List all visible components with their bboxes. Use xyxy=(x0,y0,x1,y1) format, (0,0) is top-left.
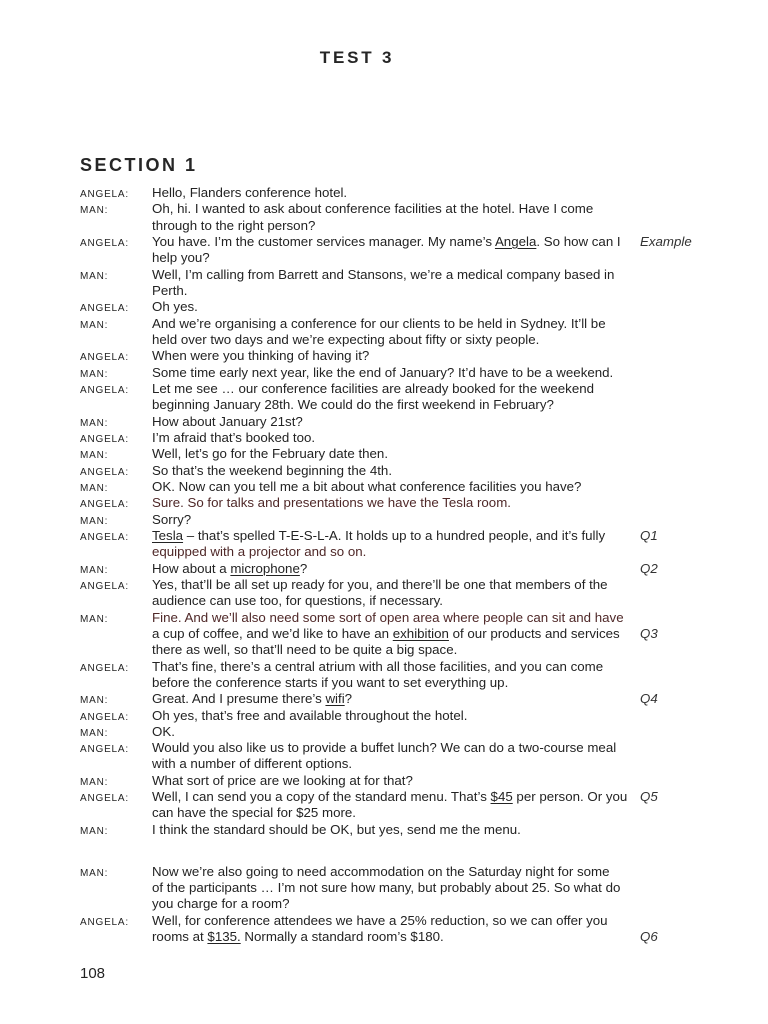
question-marker: Q6 xyxy=(640,929,658,945)
transcript-line xyxy=(80,250,700,266)
text-segment: Well, I’m calling from Barrett and Stansons, we’re a medical company based in xyxy=(152,266,615,282)
underlined-answer: $135. xyxy=(207,929,241,945)
transcript-line xyxy=(80,577,700,593)
text-segment: equipped with a projector and so on. xyxy=(152,544,367,560)
dialogue-turn xyxy=(80,316,700,349)
transcript-line xyxy=(80,201,700,217)
line-text xyxy=(152,756,352,771)
transcript-line xyxy=(80,283,700,299)
dialogue-turn xyxy=(80,201,700,234)
speaker-label: ANGELA: xyxy=(80,352,129,364)
line-text xyxy=(152,593,443,608)
line-text xyxy=(152,446,388,461)
transcript-line xyxy=(80,446,700,462)
line-text xyxy=(152,185,347,200)
question-marker: Example xyxy=(640,233,692,249)
speaker-label: MAN: xyxy=(80,450,109,462)
transcript-line xyxy=(80,659,700,675)
speaker-label: ANGELA: xyxy=(80,793,129,805)
text-segment: How about January 21st? xyxy=(152,413,303,429)
transcript-line xyxy=(80,724,700,740)
speaker-label: ANGELA: xyxy=(80,384,129,396)
text-segment: Oh, hi. I wanted to ask about conference facilities at the hotel. Have I come xyxy=(152,201,594,217)
underlined-answer: microphone xyxy=(230,560,300,576)
speaker-label: MAN: xyxy=(80,205,109,217)
text-segment: Yes, that’ll be all set up ready for you, and there’ll be one that members of the xyxy=(152,576,608,592)
transcript xyxy=(80,185,700,945)
line-text xyxy=(152,740,616,755)
line-text xyxy=(152,880,620,895)
line-text xyxy=(152,250,210,265)
speaker-label: MAN: xyxy=(80,727,109,739)
speaker-label: ANGELA: xyxy=(80,711,129,723)
line-text xyxy=(152,414,303,429)
speaker-label: MAN: xyxy=(80,368,109,380)
transcript-line xyxy=(80,675,700,691)
dialogue-turn xyxy=(80,185,700,201)
text-segment: What sort of price are we looking at for that? xyxy=(152,772,413,788)
line-text xyxy=(152,463,392,478)
transcript-line xyxy=(80,267,700,283)
page-number: 108 xyxy=(80,965,106,982)
line-text xyxy=(152,561,307,576)
text-segment: How about a xyxy=(152,560,231,576)
transcript-line xyxy=(80,773,700,789)
dialogue-turn xyxy=(80,789,700,822)
dialogue-turn xyxy=(80,463,700,479)
line-text xyxy=(152,218,315,233)
line-text xyxy=(152,332,539,347)
section-heading: SECTION 1 xyxy=(80,155,198,175)
line-text xyxy=(152,365,613,380)
text-segment: Would you also like us to provide a buffet lunch? We can do a two-course meal xyxy=(152,740,617,756)
line-text xyxy=(152,708,467,723)
line-text xyxy=(152,896,289,911)
text-segment: held over two days and we’re expecting about fifty or sixty people. xyxy=(152,331,540,347)
dialogue-turn xyxy=(80,913,700,946)
transcript-line xyxy=(80,805,700,821)
question-marker: Q5 xyxy=(640,789,658,805)
line-text xyxy=(152,659,603,674)
text-segment: I think the standard should be OK, but yes, send me the menu. xyxy=(152,821,521,837)
transcript-line xyxy=(80,430,700,446)
line-text xyxy=(152,913,608,928)
text-segment: OK. xyxy=(152,723,175,739)
line-text xyxy=(152,397,554,412)
line-text xyxy=(152,283,187,298)
dialogue-turn xyxy=(80,577,700,610)
dialogue-turn xyxy=(80,430,700,446)
text-segment: Normally a standard room’s $180. xyxy=(240,929,444,945)
text-segment: When were you thinking of having it? xyxy=(152,348,370,364)
text-segment: Oh yes, that’s free and available throughout the hotel. xyxy=(152,707,468,723)
transcript-line xyxy=(80,185,700,201)
text-segment: Some time early next year, like the end of January? It’d have to be a weekend. xyxy=(152,364,614,380)
text-segment: Well, for conference attendees we have a 25% reduction, so we can offer you xyxy=(152,912,608,928)
speaker-label: MAN: xyxy=(80,515,109,527)
text-segment: Sure. So for talks and presentations we have the Tesla room. xyxy=(152,495,511,511)
transcript-line xyxy=(80,642,700,658)
line-text xyxy=(152,789,627,804)
question-marker: Q2 xyxy=(640,560,658,576)
transcript-line xyxy=(80,789,700,805)
text-segment: Oh yes. xyxy=(152,299,198,315)
test-title: TEST 3 xyxy=(319,48,395,67)
text-segment: per person. Or you xyxy=(512,789,628,805)
dialogue-turn xyxy=(80,414,700,430)
transcript-line xyxy=(80,864,700,880)
text-segment: You have. I’m the customer services manager. My name’s xyxy=(152,233,495,249)
line-text xyxy=(152,610,624,625)
speaker-label: ANGELA: xyxy=(80,189,129,200)
line-text xyxy=(152,528,605,543)
underlined-answer: Angela xyxy=(494,233,537,249)
text-segment: Perth. xyxy=(152,282,188,298)
speaker-label: MAN: xyxy=(80,417,109,429)
question-marker: Q1 xyxy=(640,527,658,543)
dialogue-turn xyxy=(80,724,700,740)
speaker-label: ANGELA: xyxy=(80,580,129,592)
text-segment: Well, let’s go for the February date then. xyxy=(152,446,389,462)
text-segment: So that’s the weekend beginning the 4th. xyxy=(152,462,393,478)
dialogue-turn xyxy=(80,659,700,692)
transcript-line xyxy=(80,463,700,479)
dialogue-turn xyxy=(80,479,700,495)
transcript-line xyxy=(80,332,700,348)
transcript-line xyxy=(80,593,700,609)
dialogue-turn xyxy=(80,381,700,414)
line-text xyxy=(152,316,606,331)
text-segment: help you? xyxy=(152,250,210,266)
text-segment: a cup of coffee, and we’d like to have an xyxy=(152,625,393,641)
transcript-line xyxy=(80,218,700,234)
underlined-answer: wifi xyxy=(325,691,345,707)
speaker-label: MAN: xyxy=(80,564,109,576)
line-text xyxy=(152,822,521,837)
line-text xyxy=(152,805,356,820)
line-text xyxy=(152,544,366,559)
speaker-label: ANGELA: xyxy=(80,433,129,445)
text-segment: . So how can I xyxy=(536,233,621,249)
transcript-line xyxy=(80,626,700,642)
dialogue-turn xyxy=(80,348,700,364)
dialogue-turn xyxy=(80,267,700,300)
transcript-line xyxy=(80,414,700,430)
text-segment: beginning January 28th. We could do the first weekend in February? xyxy=(152,397,554,413)
line-text xyxy=(152,234,621,249)
text-segment: can have the special for $25 more. xyxy=(152,805,357,821)
text-segment: Let me see … our conference facilities are already booked for the weekend xyxy=(152,380,595,396)
transcript-line xyxy=(80,756,700,772)
transcript-line xyxy=(80,512,700,528)
text-segment: Hello, Flanders conference hotel. xyxy=(152,185,348,200)
line-text xyxy=(152,267,614,282)
text-segment: ? xyxy=(344,691,353,707)
text-segment: And we’re organising a conference for our clients to be held in Sydney. It’ll be xyxy=(152,315,606,331)
line-text xyxy=(152,864,610,879)
line-text xyxy=(152,479,581,494)
line-text xyxy=(152,675,508,690)
transcript-line xyxy=(80,348,700,364)
transcript-line xyxy=(80,495,700,511)
text-segment: ? xyxy=(299,560,308,576)
dialogue-turn xyxy=(80,299,700,315)
text-segment: of our products and services xyxy=(448,625,620,641)
speaker-label: ANGELA: xyxy=(80,662,129,674)
transcript-line xyxy=(80,896,700,912)
transcript-line xyxy=(80,561,700,577)
speaker-label: ANGELA: xyxy=(80,531,129,543)
transcript-line xyxy=(80,234,700,250)
transcript-block xyxy=(80,864,700,946)
dialogue-turn xyxy=(80,495,700,511)
transcript-line xyxy=(80,822,700,838)
transcript-line xyxy=(80,316,700,332)
dialogue-turn xyxy=(80,773,700,789)
underlined-answer: $45 xyxy=(490,789,513,805)
text-segment: I’m afraid that’s booked too. xyxy=(152,429,316,445)
line-text xyxy=(152,929,444,944)
dialogue-turn xyxy=(80,822,700,838)
transcript-line xyxy=(80,479,700,495)
dialogue-turn xyxy=(80,691,700,707)
line-text xyxy=(152,299,198,314)
underlined-answer: exhibition xyxy=(392,625,449,641)
transcript-line xyxy=(80,381,700,397)
line-text xyxy=(152,381,594,396)
text-segment: there as well, so that’ll need to be quite a big space. xyxy=(152,642,458,658)
transcript-block xyxy=(80,185,700,838)
transcript-line xyxy=(80,691,700,707)
question-marker: Q3 xyxy=(640,625,658,641)
text-segment: before the conference starts if you want to set everything up. xyxy=(152,674,509,690)
line-text xyxy=(152,348,369,363)
speaker-label: MAN: xyxy=(80,825,109,837)
transcript-line xyxy=(80,880,700,896)
speaker-label: MAN: xyxy=(80,867,109,879)
text-segment: through to the right person? xyxy=(152,217,316,233)
transcript-line xyxy=(80,365,700,381)
line-text xyxy=(152,626,620,641)
transcript-line xyxy=(80,740,700,756)
speaker-label: MAN: xyxy=(80,270,109,282)
text-segment: Great. And I presume there’s xyxy=(152,691,326,707)
dialogue-turn xyxy=(80,234,700,267)
question-marker: Q4 xyxy=(640,691,658,707)
speaker-label: MAN: xyxy=(80,319,109,331)
speaker-label: MAN: xyxy=(80,776,109,788)
transcript-line xyxy=(80,544,700,560)
speaker-label: ANGELA: xyxy=(80,916,129,928)
line-text xyxy=(152,495,511,510)
text-segment: Now we’re also going to need accommodation on the Saturday night for some xyxy=(152,863,610,879)
text-segment: OK. Now can you tell me a bit about what conference facilities you have? xyxy=(152,478,582,494)
speaker-label: MAN: xyxy=(80,613,109,625)
text-segment: of the participants … I’m not sure how many, but probably about 25. So what do xyxy=(152,880,621,896)
transcript-line xyxy=(80,610,700,626)
line-text xyxy=(152,430,315,445)
transcript-line xyxy=(80,708,700,724)
dialogue-turn xyxy=(80,528,700,561)
dialogue-turn xyxy=(80,864,700,913)
speaker-label: ANGELA: xyxy=(80,744,129,756)
line-text xyxy=(152,201,593,216)
speaker-label: MAN: xyxy=(80,695,109,707)
line-text xyxy=(152,642,457,657)
speaker-label: ANGELA: xyxy=(80,466,129,478)
line-text xyxy=(152,512,191,527)
transcript-line xyxy=(80,913,700,929)
text-segment: That’s fine, there’s a central atrium with all those facilities, and you can come xyxy=(152,658,604,674)
speaker-label: ANGELA: xyxy=(80,303,129,315)
text-segment: – that’s spelled T-E-S-L-A. It holds up to a hundred people, and it’s fully xyxy=(183,527,606,543)
underlined-answer: Tesla xyxy=(152,527,184,543)
speaker-label: ANGELA: xyxy=(80,499,129,511)
text-segment: you charge for a room? xyxy=(152,896,290,912)
transcript-line xyxy=(80,397,700,413)
text-segment: with a number of different options. xyxy=(152,756,353,772)
dialogue-turn xyxy=(80,446,700,462)
text-segment: audience can use too, for questions, if necessary. xyxy=(152,593,443,609)
speaker-label: ANGELA: xyxy=(80,237,129,249)
text-segment: Well, I can send you a copy of the standard menu. That’s xyxy=(152,789,491,805)
line-text xyxy=(152,773,413,788)
text-segment: Fine. And we’ll also need some sort of open area where people can sit and have xyxy=(152,609,624,625)
dialogue-turn xyxy=(80,561,700,577)
text-segment: rooms at xyxy=(152,929,208,945)
dialogue-turn xyxy=(80,740,700,773)
dialogue-turn xyxy=(80,708,700,724)
transcript-line xyxy=(80,929,700,945)
dialogue-turn xyxy=(80,610,700,659)
line-text xyxy=(152,577,608,592)
line-text xyxy=(152,724,175,739)
speaker-label: MAN: xyxy=(80,482,109,494)
text-segment: Sorry? xyxy=(152,511,192,527)
transcript-line xyxy=(80,528,700,544)
dialogue-turn xyxy=(80,512,700,528)
transcript-line xyxy=(80,299,700,315)
line-text xyxy=(152,691,352,706)
dialogue-turn xyxy=(80,365,700,381)
